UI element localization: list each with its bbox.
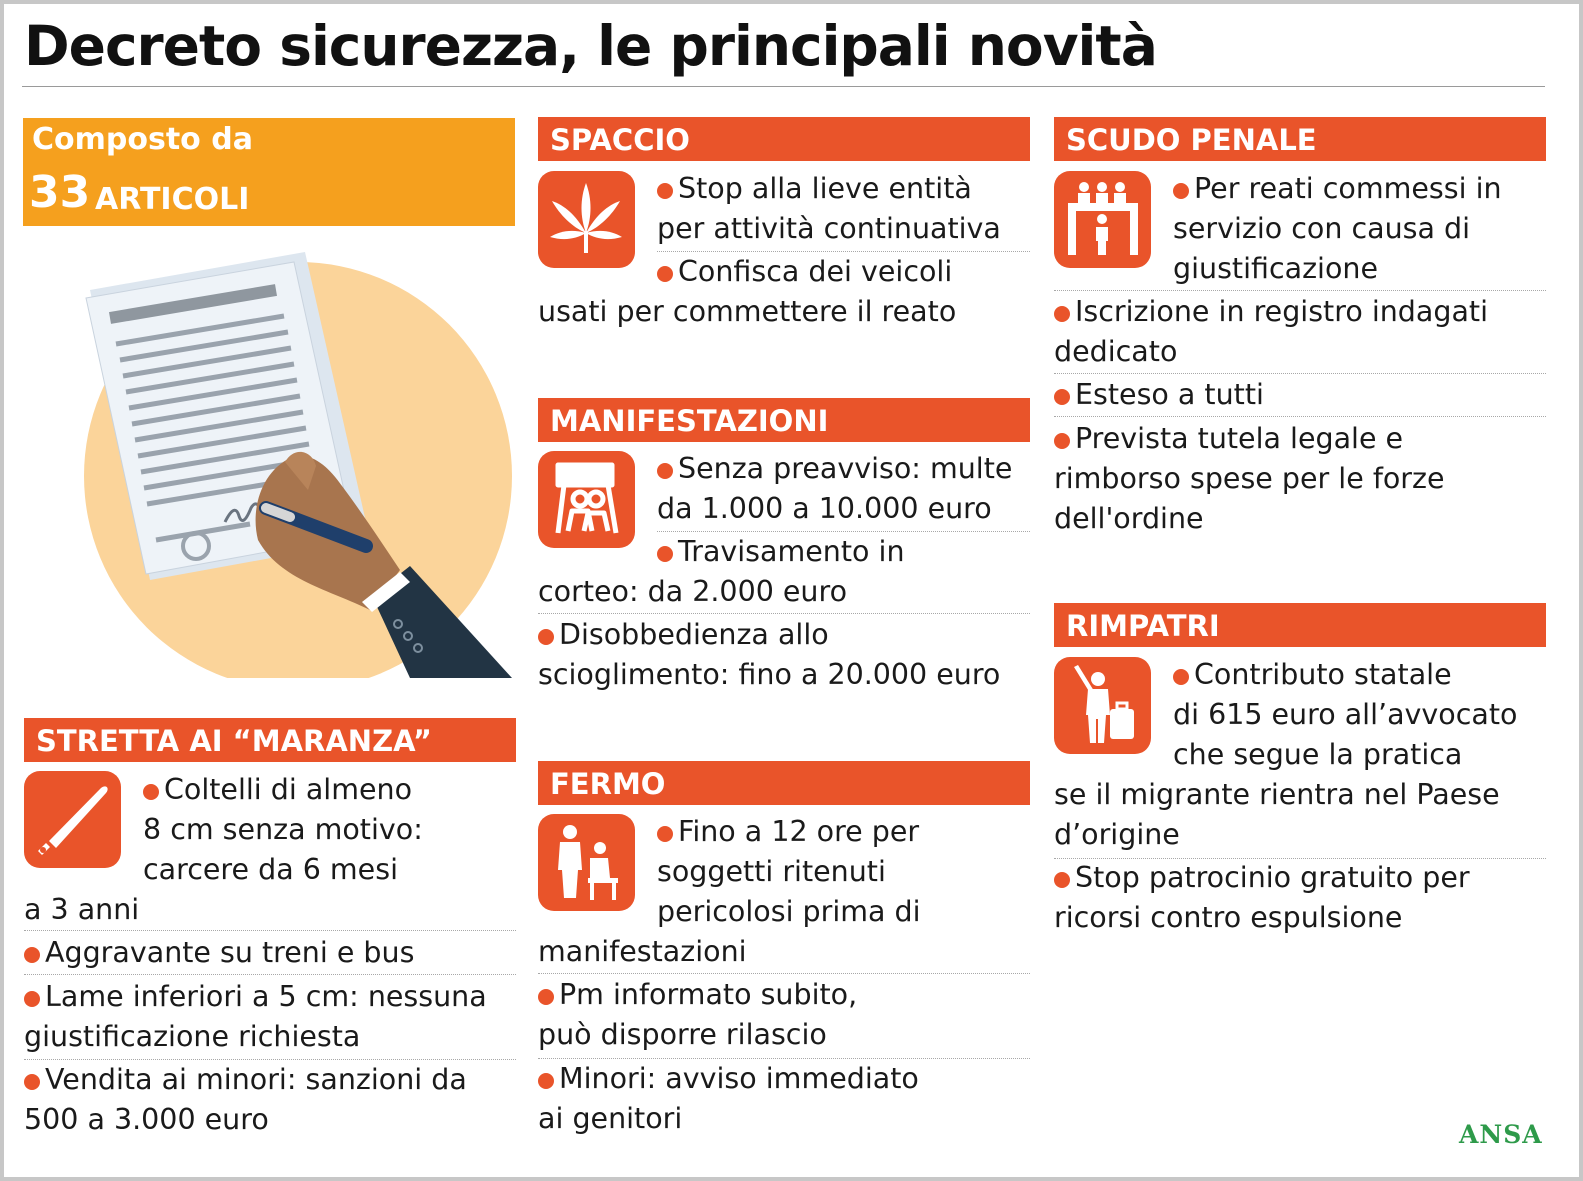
arrest-icon: [538, 814, 635, 911]
bullet: [1054, 872, 1070, 888]
spaccio-line-1: Stop alla lieve entità: [657, 169, 972, 209]
bullet: [657, 266, 673, 282]
rimpatri-line-6: Stop patrocinio gratuito per: [1054, 858, 1470, 898]
fermo-line-7: Minori: avviso immediato: [538, 1059, 919, 1099]
scudo-line-9: dell'ordine: [1054, 502, 1204, 535]
title-divider: [22, 86, 1545, 87]
scudo-line-8: rimborso spese per le forze: [1054, 462, 1445, 495]
bullet: [657, 826, 673, 842]
bullet: [538, 989, 554, 1005]
fermo-line-4: manifestazioni: [538, 935, 747, 968]
signing-document-illustration: [80, 240, 520, 680]
rimpatri-line-2: di 615 euro all’avvocato: [1173, 698, 1518, 731]
ansa-logo: ANSA: [1459, 1120, 1543, 1149]
bullet: [538, 1073, 554, 1089]
bullet: [143, 784, 159, 800]
articles-count-number: 33: [29, 167, 91, 218]
rimpatri-line-3: che segue la pratica: [1173, 738, 1463, 771]
articles-count-label: Composto da: [32, 122, 253, 157]
bullet: [24, 991, 40, 1007]
separator: [538, 613, 1030, 614]
maranza-line-6: Lame inferiori a 5 cm: nessuna: [24, 977, 487, 1017]
scudo-line-6: Esteso a tutti: [1054, 375, 1264, 415]
separator: [24, 930, 516, 931]
bullet: [1054, 433, 1070, 449]
bullet: [657, 546, 673, 562]
fermo-line-5: Pm informato subito,: [538, 975, 857, 1015]
spaccio-line-3: Confisca dei veicoli: [657, 252, 952, 292]
scudo-header: SCUDO PENALE: [1054, 117, 1546, 161]
bullet: [1173, 183, 1189, 199]
fermo-line-3: pericolosi prima di: [657, 895, 921, 928]
separator: [24, 974, 516, 975]
fermo-header: FERMO: [538, 761, 1030, 805]
scudo-line-7: Prevista tutela legale e: [1054, 419, 1403, 459]
scudo-line-5: dedicato: [1054, 335, 1178, 368]
scudo-line-3: giustificazione: [1173, 252, 1379, 285]
maranza-header: STRETTA AI “MARANZA”: [24, 718, 516, 762]
maranza-line-7: giustificazione richiesta: [24, 1020, 361, 1053]
rimpatri-line-7: ricorsi contro espulsione: [1054, 901, 1403, 934]
bullet: [538, 629, 554, 645]
bullet: [1054, 389, 1070, 405]
cannabis-leaf-icon: [538, 171, 635, 268]
bullet: [24, 947, 40, 963]
separator: [1054, 416, 1546, 417]
manifestazioni-line-5: Disobbedienza allo: [538, 615, 829, 655]
rimpatri-line-5: d’origine: [1054, 818, 1180, 851]
fermo-line-8: ai genitori: [538, 1102, 683, 1135]
manifestazioni-line-3: Travisamento in: [657, 532, 905, 572]
fermo-line-6: può disporre rilascio: [538, 1018, 827, 1051]
articles-count-unit: ARTICOLI: [95, 182, 250, 217]
spaccio-line-2: per attività continuativa: [657, 212, 1001, 245]
scudo-line-4: Iscrizione in registro indagati: [1054, 292, 1488, 332]
maranza-line-9: 500 a 3.000 euro: [24, 1103, 269, 1136]
maranza-line-5: Aggravante su treni e bus: [24, 933, 414, 973]
scudo-line-2: servizio con causa di: [1173, 212, 1471, 245]
spaccio-line-4: usati per commettere il reato: [538, 295, 957, 328]
separator: [1054, 290, 1546, 291]
manifestazioni-line-1: Senza preavviso: multe: [657, 449, 1012, 489]
separator: [1054, 373, 1546, 374]
bullet: [1173, 669, 1189, 685]
manifestazioni-line-2: da 1.000 a 10.000 euro: [657, 492, 992, 525]
bullet: [1054, 306, 1070, 322]
rimpatri-line-1: Contributo statale: [1173, 655, 1452, 695]
maranza-line-8: Vendita ai minori: sanzioni da: [24, 1060, 467, 1100]
protest-icon: [538, 451, 635, 548]
manifestazioni-line-6: scioglimento: fino a 20.000 euro: [538, 658, 1001, 691]
traveler-icon: [1054, 657, 1151, 754]
maranza-line-4: a 3 anni: [24, 893, 140, 926]
bullet: [657, 183, 673, 199]
maranza-line-3: carcere da 6 mesi: [143, 853, 398, 886]
maranza-line-2: 8 cm senza motivo:: [143, 813, 423, 846]
rimpatri-line-4: se il migrante rientra nel Paese: [1054, 778, 1500, 811]
page-title: Decreto sicurezza, le principali novità: [24, 14, 1157, 78]
articles-count-box: [23, 118, 515, 226]
fermo-line-2: soggetti ritenuti: [657, 855, 886, 888]
bullet: [24, 1074, 40, 1090]
knife-icon: [24, 771, 121, 868]
separator: [538, 973, 1030, 974]
tribunal-icon: [1054, 171, 1151, 268]
manifestazioni-header: MANIFESTAZIONI: [538, 398, 1030, 442]
rimpatri-header: RIMPATRI: [1054, 603, 1546, 647]
maranza-line-1: Coltelli di almeno: [143, 770, 412, 810]
fermo-line-1: Fino a 12 ore per: [657, 812, 919, 852]
manifestazioni-line-4: corteo: da 2.000 euro: [538, 575, 848, 608]
scudo-line-1: Per reati commessi in: [1173, 169, 1502, 209]
spaccio-header: SPACCIO: [538, 117, 1030, 161]
bullet: [657, 463, 673, 479]
